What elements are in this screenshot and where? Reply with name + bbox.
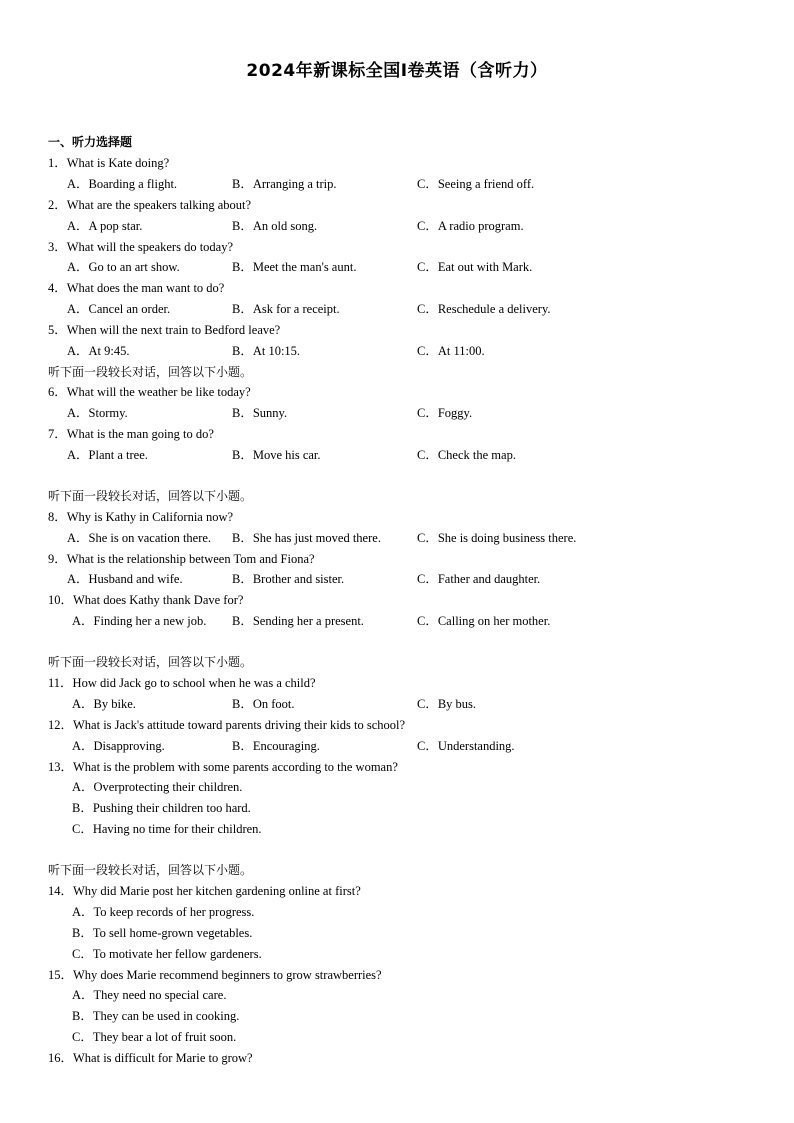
q10-option-a: A．Finding her a new job. — [72, 614, 207, 628]
q6-option-c: C．Foggy. — [417, 406, 473, 420]
question-13: 13．What is the problem with some parents according to the woman? — [48, 760, 398, 774]
q14-option-b: B．To sell home-grown vegetables. — [72, 926, 253, 940]
q3-option-b: B．Meet the man's aunt. — [232, 260, 357, 274]
q7-option-b: B．Move his car. — [232, 448, 321, 462]
question-12: 12．What is Jack's attitude toward parents driving their kids to school? — [48, 718, 406, 732]
question-4: 4．What does the man want to do? — [48, 281, 225, 295]
q7-option-a: A．Plant a tree. — [67, 448, 148, 462]
q2-option-b: B．An old song. — [232, 219, 318, 233]
q5-option-b: B．At 10:15. — [232, 344, 301, 358]
section-heading: 一、听力选择题 — [48, 135, 133, 149]
q6-option-b: B．Sunny. — [232, 406, 288, 420]
question-10: 10．What does Kathy thank Dave for? — [48, 593, 244, 607]
question-1: 1．What is Kate doing? — [48, 156, 170, 170]
q3-option-c: C．Eat out with Mark. — [417, 260, 533, 274]
question-6: 6．What will the weather be like today? — [48, 385, 251, 399]
q9-option-c: C．Father and daughter. — [417, 572, 541, 586]
page-title: 2024年新课标全国Ⅰ卷英语（含听力） — [246, 61, 548, 81]
q8-option-a: A．She is on vacation there. — [67, 531, 212, 545]
q10-option-c: C．Calling on her mother. — [417, 614, 551, 628]
q2-option-c: C．A radio program. — [417, 219, 524, 233]
q4-option-c: C．Reschedule a delivery. — [417, 302, 551, 316]
dialogue-intro: 听下面一段较长对话，回答以下小题。 — [48, 365, 253, 379]
q1-option-c: C．Seeing a friend off. — [417, 177, 535, 191]
question-8: 8．Why is Kathy in California now? — [48, 510, 234, 524]
q14-option-c: C．To motivate her fellow gardeners. — [72, 947, 262, 961]
q15-option-c: C．They bear a lot of fruit soon. — [72, 1030, 237, 1044]
q15-option-a: A．They need no special care. — [72, 988, 227, 1002]
dialogue-intro: 听下面一段较长对话，回答以下小题。 — [48, 655, 253, 669]
q11-option-c: C．By bus. — [417, 697, 477, 711]
question-9: 9．What is the relationship between Tom and Fiona? — [48, 552, 315, 566]
question-16: 16．What is difficult for Marie to grow? — [48, 1051, 253, 1065]
q2-option-a: A．A pop star. — [67, 219, 143, 233]
question-2: 2．What are the speakers talking about? — [48, 198, 252, 212]
q13-option-a: A．Overprotecting their children. — [72, 780, 243, 794]
question-15: 15．Why does Marie recommend beginners to grow strawberries? — [48, 968, 382, 982]
q12-option-c: C．Understanding. — [417, 739, 515, 753]
q11-option-b: B．On foot. — [232, 697, 295, 711]
q8-option-b: B．She has just moved there. — [232, 531, 381, 545]
question-7: 7．What is the man going to do? — [48, 427, 214, 441]
q13-option-c: C．Having no time for their children. — [72, 822, 262, 836]
q14-option-a: A．To keep records of her progress. — [72, 905, 255, 919]
q5-option-a: A．At 9:45. — [67, 344, 130, 358]
q5-option-c: C．At 11:00. — [417, 344, 485, 358]
q6-option-a: A．Stormy. — [67, 406, 128, 420]
q10-option-b: B．Sending her a present. — [232, 614, 364, 628]
q13-option-b: B．Pushing their children too hard. — [72, 801, 251, 815]
q12-option-b: B．Encouraging. — [232, 739, 320, 753]
q15-option-b: B．They can be used in cooking. — [72, 1009, 240, 1023]
dialogue-intro: 听下面一段较长对话，回答以下小题。 — [48, 489, 253, 503]
q4-option-a: A．Cancel an order. — [67, 302, 171, 316]
question-11: 11．How did Jack go to school when he was a child? — [48, 676, 316, 690]
q12-option-a: A．Disapproving. — [72, 739, 165, 753]
dialogue-intro: 听下面一段较长对话，回答以下小题。 — [48, 863, 253, 877]
question-14: 14．Why did Marie post her kitchen gardening online at first? — [48, 884, 361, 898]
question-3: 3．What will the speakers do today? — [48, 240, 234, 254]
q7-option-c: C．Check the map. — [417, 448, 516, 462]
q4-option-b: B．Ask for a receipt. — [232, 302, 340, 316]
q9-option-a: A．Husband and wife. — [67, 572, 183, 586]
q8-option-c: C．She is doing business there. — [417, 531, 577, 545]
q3-option-a: A．Go to an art show. — [67, 260, 180, 274]
q9-option-b: B．Brother and sister. — [232, 572, 345, 586]
q1-option-a: A．Boarding a flight. — [67, 177, 178, 191]
q1-option-b: B．Arranging a trip. — [232, 177, 337, 191]
question-5: 5．When will the next train to Bedford leave? — [48, 323, 281, 337]
q11-option-a: A．By bike. — [72, 697, 136, 711]
